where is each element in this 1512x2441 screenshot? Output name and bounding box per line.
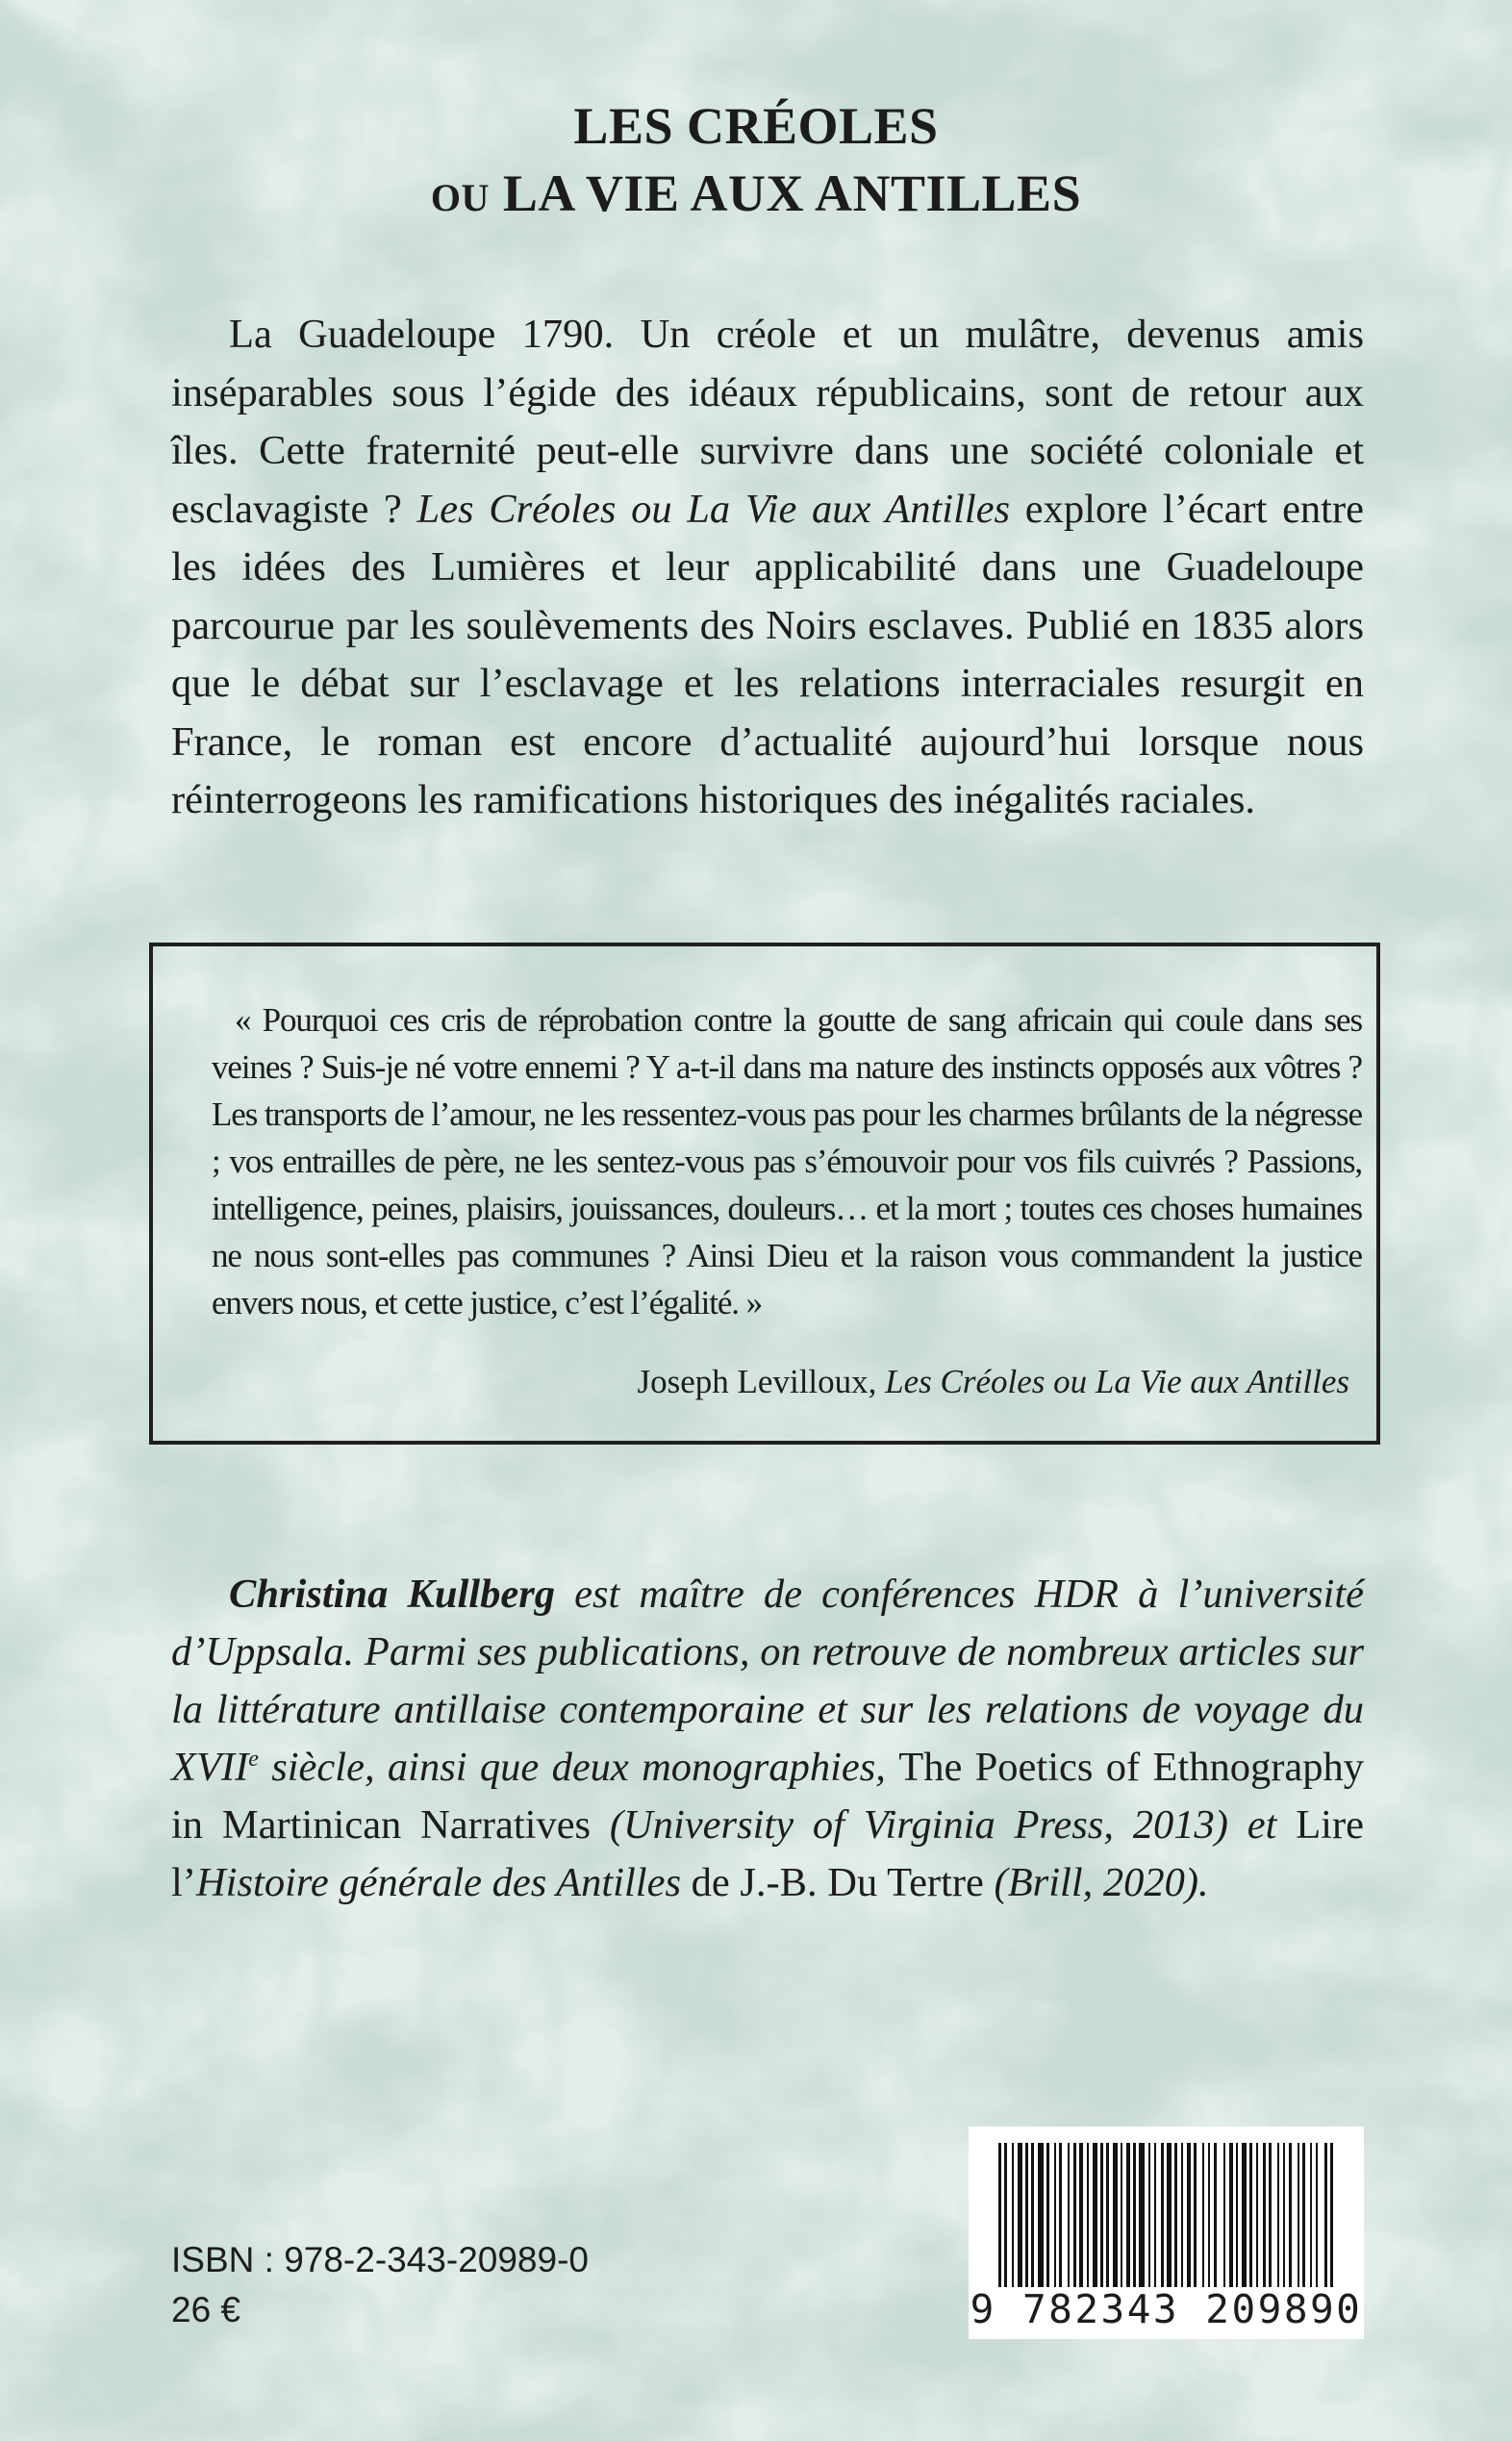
barcode-bar (1214, 2143, 1217, 2287)
barcode-bar (1100, 2143, 1103, 2287)
barcode-bar (1174, 2143, 1177, 2287)
barcode-bar (1187, 2143, 1191, 2287)
barcode-bar (1148, 2143, 1150, 2287)
barcode-bar (1059, 2143, 1062, 2287)
barcode-bar (1031, 2143, 1034, 2287)
barcode-bar (1018, 2143, 1022, 2287)
author-name: Christina Kullberg (229, 1572, 555, 1617)
barcode-bar (1113, 2143, 1118, 2287)
title-ou: OU (430, 176, 490, 219)
barcode-bar (1087, 2143, 1089, 2287)
barcode-bar (1208, 2143, 1210, 2287)
barcode-bar (1093, 2143, 1097, 2287)
barcode-bar (1038, 2143, 1044, 2287)
synopsis-text-1: La Guadeloupe 1790. Un créole et un mulâtre, devenus amis inséparables sous l’égide des idéaux républicains, sont de retour aux îles. Cette fraternité peut-elle survivre dans une société coloniale et esclavagiste ? (171, 312, 1364, 532)
quote-author: Joseph Levilloux, (637, 1363, 886, 1400)
quote-work-title: Les Créoles ou La Vie aux Antilles (885, 1363, 1349, 1400)
barcode-bar (1330, 2143, 1333, 2287)
barcode-bar (1256, 2143, 1258, 2287)
book-title (0, 92, 1512, 232)
bio-text-2: siècle, ainsi que deux monographies, (258, 1745, 899, 1790)
bio-text-4: (Brill, 2020). (983, 1860, 1209, 1905)
quote-attribution (638, 1360, 1349, 1403)
barcode-bar (1012, 2143, 1014, 2287)
barcode-bar (1298, 2143, 1299, 2287)
barcode-bar (1229, 2143, 1233, 2287)
synopsis-paragraph (171, 306, 1364, 830)
title-line-2 (0, 160, 1512, 232)
barcode-bar (1161, 2143, 1164, 2287)
barcode-bar (1121, 2143, 1122, 2287)
barcode-bar (1236, 2143, 1238, 2287)
synopsis-italic-title: Les Créoles ou La Vie aux Antilles (416, 486, 1011, 532)
barcode-bar (1106, 2143, 1109, 2287)
barcode-bar (1242, 2143, 1247, 2287)
barcode-bar (998, 2143, 1001, 2287)
bio-text-3: (University of Virginia Press, 2013) et (591, 1802, 1297, 1848)
barcode-bar (1154, 2143, 1156, 2287)
bio-book-2a: Lire l’ (171, 1802, 1364, 1905)
barcode-bar (1316, 2143, 1318, 2287)
barcode-bar (1289, 2143, 1292, 2287)
bio-book-1: The Poetics of Ethnography in Martinican Narratives (171, 1745, 1365, 1848)
barcode-digits: 9 782343 209890 (970, 2286, 1363, 2332)
barcode-bar (1223, 2143, 1225, 2287)
bio-text-1: est maître de conférences HDR à l’université d’Uppsala. Parmi ses publications, on retrouve de nombreux articles sur la littérature antillaise contemporaine et sur les relations de voyage du XVII (171, 1572, 1365, 1790)
isbn-block (171, 2235, 589, 2335)
barcode-bar (1004, 2143, 1007, 2287)
barcode-bar (1310, 2143, 1312, 2287)
barcode-bar (1263, 2143, 1266, 2287)
title-line-2-rest: LA VIE AUX ANTILLES (502, 164, 1082, 222)
bio-book-2b: Histoire générale des Antilles (195, 1860, 681, 1905)
barcode-bar (1249, 2143, 1252, 2287)
barcode (969, 2126, 1364, 2339)
barcode-bar (1025, 2143, 1028, 2287)
bio-book-2c: de J.-B. Du Tertre (681, 1860, 984, 1905)
barcode-bar (1302, 2143, 1305, 2287)
author-bio (171, 1566, 1364, 1912)
barcode-bar (1073, 2143, 1076, 2287)
isbn-number: ISBN : 978-2-343-20989-0 (171, 2240, 589, 2279)
barcode-bar (1324, 2143, 1327, 2287)
bio-superscript: e (248, 1746, 259, 1772)
barcode-bar (1133, 2143, 1136, 2287)
quote-box (149, 943, 1380, 1445)
barcode-bar (1202, 2143, 1204, 2287)
title-line-1: LES CRÉOLES (573, 97, 939, 155)
barcode-bar (1194, 2143, 1197, 2287)
barcode-bar (1167, 2143, 1172, 2287)
barcode-bar (1054, 2143, 1056, 2287)
barcode-bar (1181, 2143, 1183, 2287)
barcode-bar (1269, 2143, 1272, 2287)
price: 26 € (171, 2290, 241, 2329)
barcode-bar (1283, 2143, 1285, 2287)
barcode-bar (1068, 2143, 1070, 2287)
barcode-bars (998, 2143, 1334, 2287)
barcode-bar (1277, 2143, 1279, 2287)
barcode-bar (1079, 2143, 1083, 2287)
quote-text: « Pourquoi ces cris de réprobation contre la goutte de sang africain qui coule dans ses veines ? Suis-je né votre ennemi ? Y a-t-il dans ma nature des instincts opposés aux vôtres ? Les transports de l’amour, ne les ressentez-vous pas pour les charmes brûlants de la négresse ; vos entrailles de père, ne les sentez-vous pas s’émouvoir pour vos fils cuivrés ? Passions, intelligence, peines, plaisirs, jouissances, douleurs… et la mort ; toutes ces choses humaines ne nous sont-elles pas communes ? Ainsi Dieu et la raison vous commandent la justice envers nous, et cette justice, c’est l’égalité. » (212, 1001, 1362, 1321)
barcode-bar (1046, 2143, 1049, 2287)
barcode-bar (1126, 2143, 1130, 2287)
synopsis-text-2: explore l’écart entre les idées des Lumières et leur applicabilité dans une Guadeloupe parcourue par les soulèvements des Noirs esclaves. Publié en 1835 alors que le débat sur l’esclavage et les relations interraciales resurgit en France, le roman est encore d’actualité aujourd’hui lorsque nous réinterrogeons les ramifications historiques des inégalités raciales. (171, 486, 1365, 822)
barcode-bar (1139, 2143, 1145, 2287)
